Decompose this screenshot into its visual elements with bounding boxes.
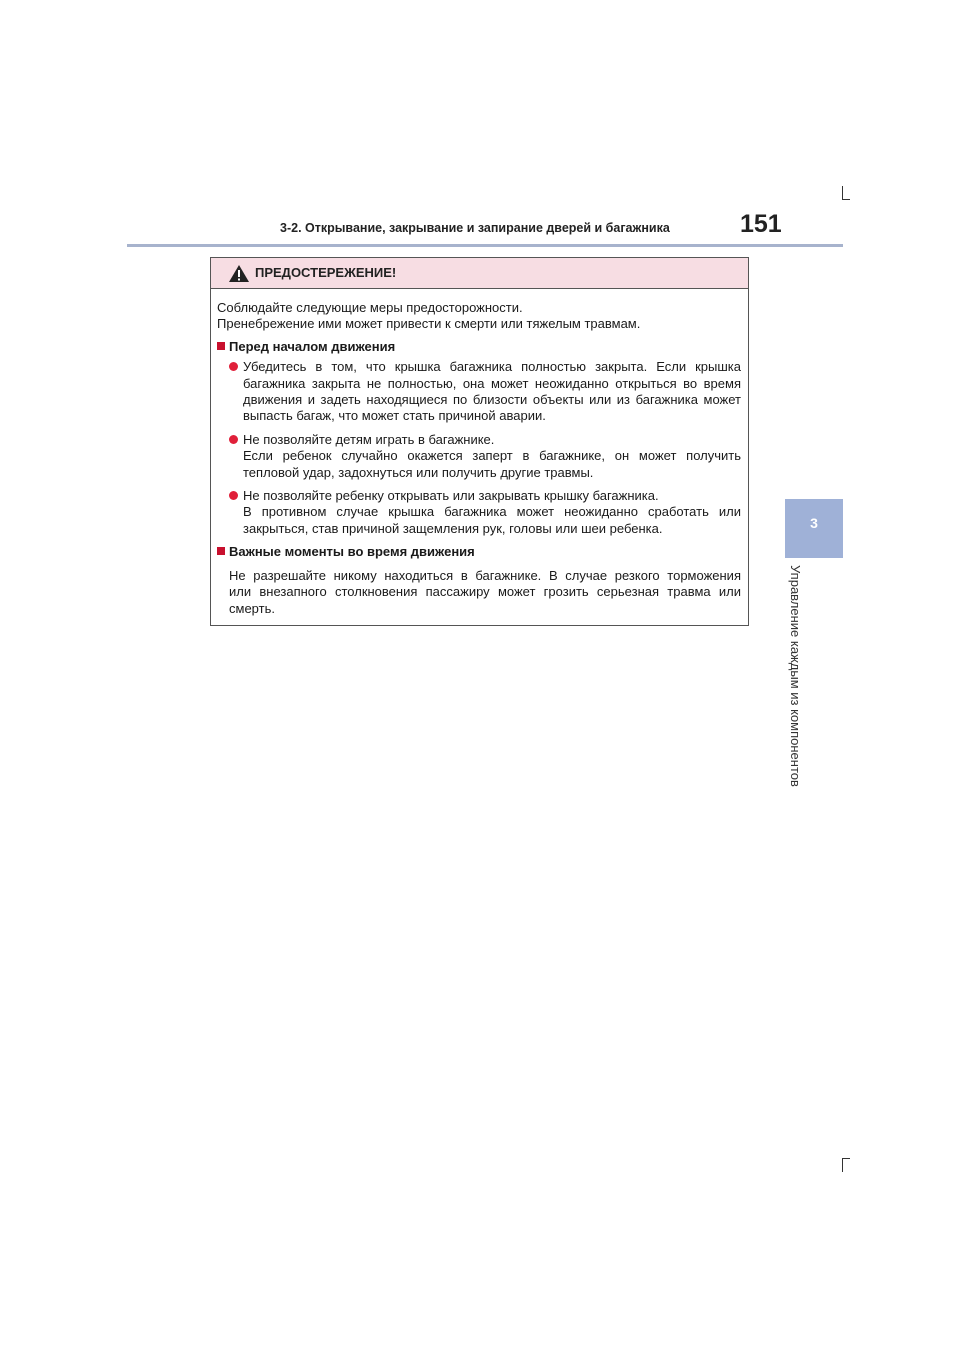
bullet-line: тепловой удар, задохнуться или получить другие травмы.	[243, 464, 594, 480]
warning-triangle-icon	[228, 264, 250, 283]
crop-mark-bottom-h	[842, 1158, 850, 1159]
caution-header	[211, 258, 748, 289]
round-bullet-icon	[229, 435, 238, 444]
section-heading-before-driving	[217, 339, 741, 355]
caution-box	[210, 257, 749, 626]
square-bullet-icon	[217, 547, 225, 555]
bullet-line: Не позволяйте детям играть в багажнике.	[243, 431, 495, 447]
bullet-line: В противном случае крышка багажника может неожиданно сработать или	[243, 504, 741, 520]
caution-body	[211, 289, 748, 617]
section-header-title: 3-2. Открывание, закрывание и запирание дверей и багажника	[280, 221, 670, 235]
section-heading-text: Важные моменты во время движения	[229, 544, 475, 560]
round-bullet-icon	[229, 491, 238, 500]
chapter-tab	[785, 499, 843, 558]
bullet-line: Если ребенок случайно окажется заперт в багажнике, он может получить	[243, 448, 741, 464]
section-heading-while-driving	[217, 544, 741, 560]
paragraph-line: смерть.	[229, 600, 275, 616]
bullet-item	[217, 432, 741, 481]
crop-mark-bottom	[842, 1158, 843, 1172]
paragraph-line: Не разрешайте никому находиться в багажнике. В случае резкого торможения	[229, 567, 741, 583]
section-heading-text: Перед началом движения	[229, 338, 396, 354]
crop-mark-top-h	[842, 199, 850, 200]
caution-intro-1: Соблюдайте следующие меры предосторожности.	[217, 300, 523, 315]
caution-intro-2: Пренебрежение ими может привести к смерти или тяжелым травмам.	[217, 316, 641, 332]
square-bullet-icon	[217, 342, 225, 350]
paragraph-line: или внезапного столкновения пассажиру может грозить серьезная травма или	[229, 584, 741, 600]
crop-mark-top	[842, 186, 843, 200]
bullet-line: Убедитесь в том, что крышка багажника полностью закрыта. Если крышка	[243, 359, 741, 375]
chapter-tab-number: 3	[810, 515, 818, 531]
bullet-line: закрыться, став причиной защемления рук, головы или шеи ребенка.	[243, 520, 663, 536]
chapter-side-label: Управление каждым из компонентов	[788, 565, 803, 787]
round-bullet-icon	[229, 362, 238, 371]
bullet-line: движения и задеть находящиеся по близости объекты или из багажника может	[243, 392, 741, 408]
bullet-line: Не позволяйте ребенку открывать или закрывать крышку багажника.	[243, 488, 659, 504]
header-rule	[127, 244, 843, 247]
caution-title: ПРЕДОСТЕРЕЖЕНИЕ!	[255, 265, 397, 280]
bullet-item	[217, 488, 741, 537]
page-number: 151	[740, 210, 782, 238]
bullet-line: выпасть багаж, что может стать причиной аварии.	[243, 408, 546, 424]
bullet-item	[217, 359, 741, 425]
while-driving-paragraph	[217, 568, 741, 617]
bullet-line: багажника закрыта не полностью, она может неожиданно открыться во время	[243, 375, 741, 391]
